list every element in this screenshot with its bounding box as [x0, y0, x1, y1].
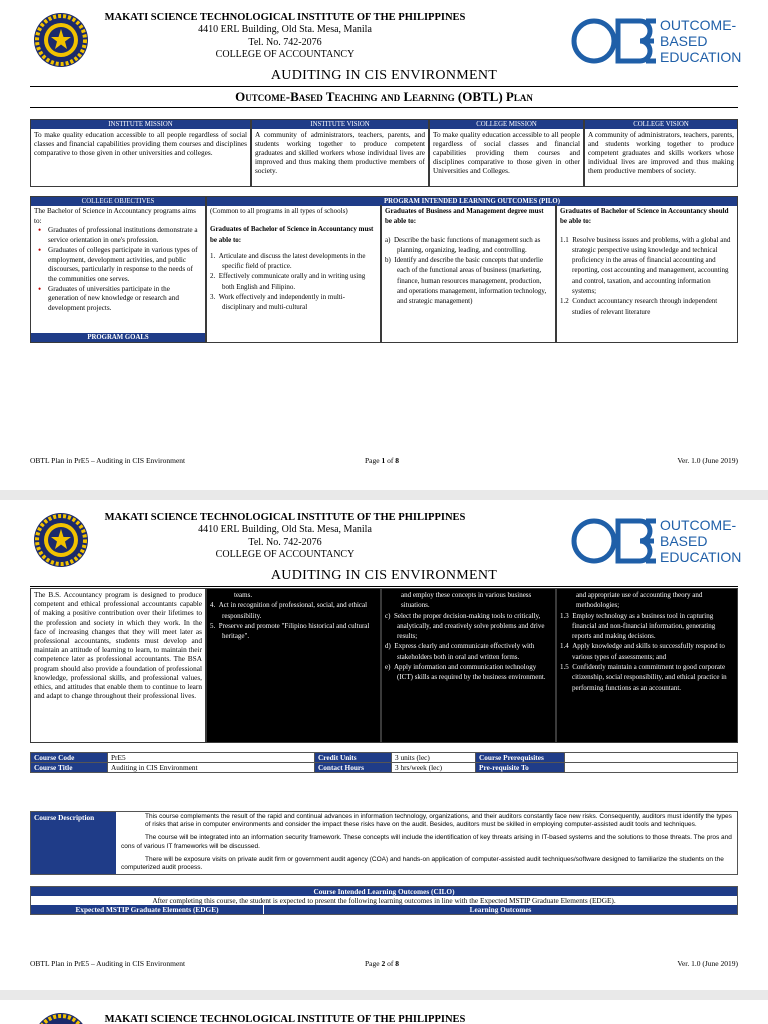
college-vision-header: COLLEGE VISION: [585, 120, 737, 129]
college-vision: [584, 119, 738, 187]
table-row: [31, 763, 738, 773]
pilo-business-cont: [381, 588, 556, 743]
obe-text-3: EDUCATION: [660, 549, 742, 565]
college-name: COLLEGE OF ACCOUNTANCY: [215, 548, 355, 560]
institution-name: MAKATI SCIENCE TECHNOLOGICAL INSTITUTE OF THE PHILIPPINES: [104, 1014, 466, 1024]
cilo-section: [30, 886, 738, 915]
cilo-intro: After completing this course, the student is expected to present the following learning outcomes in line with the Expected MSTIP Graduate Elements (EDGE).: [152, 896, 616, 905]
pilo-business-item: a) Describe the basic functions of management such as planning, organizing, leading, and controlling.: [385, 235, 541, 254]
objective-item: • Graduates of colleges participate in various types of employment, development activities, and public discourses, particularly in response to the needs of the communities one serves.: [48, 246, 202, 285]
plan-title: Outcome-Based Teaching and Learning (OBTL) Plan: [235, 89, 533, 104]
obe-text-2: BASED: [660, 533, 708, 549]
pilo-accountancy-heading: Graduates of Bachelor of Science in Accountancy should be able to:: [560, 207, 729, 226]
footer-version: Ver. 1.0 (June 2019): [677, 456, 738, 465]
institute-vision-header: INSTITUTE VISION: [252, 120, 428, 129]
pilo-business-cont-top: and employ these concepts in various business situations.: [401, 591, 532, 610]
course-title-value: Auditing in CIS Environment: [108, 763, 315, 773]
pilo-accountancy-cont: [556, 588, 738, 743]
footer-doc-title: OBTL Plan in PrE5 – Auditing in CIS Environment: [30, 959, 186, 968]
cilo-outcomes-header: Learning Outcomes: [264, 905, 737, 914]
institute-seal-logo: [33, 12, 89, 68]
college-objectives: [30, 196, 206, 343]
objective-item: • Graduates of universities participate in the generation of new knowledge or research and development projects.: [48, 285, 202, 314]
page-gap: [0, 490, 768, 500]
cilo-edge-header: Expected MSTIP Graduate Elements (EDGE): [31, 905, 264, 914]
course-code-label: Course Code: [31, 753, 108, 763]
pilo-header: PROGRAM INTENDED LEARNING OUTCOMES (PILO): [207, 197, 737, 206]
contact-hours-label: Contact Hours: [315, 763, 392, 773]
prerequisite-to-label: Pre-requisite To: [476, 763, 565, 773]
footer-page-number: Page 1 of 8: [365, 456, 399, 465]
obe-logo: [570, 516, 750, 566]
course-description-label: Course Description: [31, 812, 116, 874]
obe-text-3: EDUCATION: [660, 49, 742, 65]
course-code-value: PrE5: [108, 753, 315, 763]
pilo-accountancy-item: 1.5 Confidently maintain a commitment to good corporate citizenship, social responsibility, and ethical practice in performing functions as an accountant.: [560, 663, 727, 692]
obe-logo: [570, 16, 750, 66]
pilo-common-heading: Graduates of Bachelor of Science in Accountancy must be able to:: [210, 225, 374, 244]
footer-doc-title: OBTL Plan in PrE5 – Auditing in CIS Environment: [30, 456, 186, 465]
pilo-business-item: c) Select the proper decision-making tools to critically, analytically, and creatively solve problems and drive results;: [385, 611, 545, 641]
institution-tel: Tel. No. 742-2076: [248, 36, 322, 48]
institute-mission: [30, 119, 251, 187]
pilo-business-item: d) Express clearly and communicate effectively with stakeholders both in oral and written forms.: [385, 642, 535, 661]
description-paragraph: There will be exposure visits on private audit firm or government audit agency (COA) and hands-on application of computer-assisted audit techniques/software designed to familiarize the students on the computerized audit process.: [121, 855, 724, 872]
institute-seal-logo: [33, 1012, 89, 1024]
program-goals-header: PROGRAM GOALS: [31, 333, 205, 342]
credit-units-value: 3 units (lec): [392, 753, 476, 763]
credit-units-label: Credit Units: [315, 753, 392, 763]
college-mission-text: To make quality education accessible to all people regardless of social classes and financial capabilities providing them courses and disciplines comparative to those given in other Universities and Colleges.: [433, 130, 580, 175]
page-gap: [0, 990, 768, 1000]
pilo-common-cont-top: teams.: [234, 591, 253, 599]
page-2: [0, 500, 768, 990]
institute-mission-text: To make quality education accessible to all people regardless of social classes and financial capabilities providing them courses and disciplines comparative to those given in other universities and colleges.: [34, 130, 247, 157]
college-objectives-header: COLLEGE OBJECTIVES: [31, 197, 205, 206]
pilo-accountancy-cont-top: and appropriate use of accounting theory and methodologies;: [576, 591, 703, 610]
page-1: [0, 0, 768, 490]
program-goals-text: The B.S. Accountancy program is designed to produce competent and ethical professional accountants capable of making a positive contribution over their lifetimes to the profession and society in which they work. In the face of increasing changes that they will meet later as professional accountants, students must develop and maintain an attitude of learning to learn, to maintain their competence later as professional accountants. The BSA program should also provide a foundation of professional knowledge, professional skills, and professional values, ethics, and attitudes that enable them to continue to learn and adapt to change throughout their professional lives.: [30, 588, 206, 743]
pilo-accountancy-item: 1.2 Conduct accountancy research through independent studies of relevant literature: [560, 297, 718, 316]
college-mission: [429, 119, 584, 187]
college-name: COLLEGE OF ACCOUNTANCY: [215, 48, 355, 60]
college-mission-header: COLLEGE MISSION: [430, 120, 583, 129]
institute-vision: [251, 119, 429, 187]
contact-hours-value: 3 hrs/week (lec): [392, 763, 476, 773]
institution-header: [95, 512, 475, 561]
page-3: [0, 1000, 768, 1024]
institution-tel: Tel. No. 742-2076: [248, 536, 322, 548]
pilo-common-cont: [206, 588, 381, 743]
pilo-accountancy-item: 1.1 Resolve business issues and problems, with a global and strategic perspective using knowledge and technical proficiency in the areas of financial accounting and reporting, cost accounting and management, accounting and control, taxation, and accounting information systems;: [560, 235, 731, 296]
pilo-accountancy: [556, 205, 738, 343]
pilo-common-item: 2. Effectively communicate orally and in writing using both English and Filipino.: [210, 272, 366, 291]
pilo-business-item: e) Apply information and communication technology (ICT) skills as required by the business environment.: [385, 663, 546, 682]
description-paragraph: This course complements the result of the rapid and continual advances in information technology, organizations, and their auditors constantly face new risks. Consequently, auditors must identify the types of risks that arise in computer environments and consider the impact these risks have on the audit. Besides, auditors must be skilled in employing computer-assisted audit tools and techniques.: [145, 813, 732, 829]
divider: [30, 86, 738, 87]
description-paragraph: The course will be integrated into an information security framework. These concepts will include the identification of key threats arising in IT-based systems and the solutions to those threats. The pros and cons of various IT frameworks will be discussed.: [121, 834, 732, 850]
college-vision-text: A community of administrators, teachers, parents, and students working together to produce competent graduates and skills workers whose individual lives are improved and thus making them productive members of society.: [588, 130, 734, 175]
pilo-accountancy-item: 1.4 Apply knowledge and skills to successfully respond to various types of assessments; and: [560, 642, 725, 661]
institute-vision-text: A community of administrators, teachers, parents, and students working together to produce competent graduates and skilled workers whose individual lives are improved and thus making them productive members of society.: [255, 130, 425, 175]
institution-header: [95, 1014, 475, 1024]
pilo-accountancy-item: 1.3 Employ technology as a business tool in capturing financial and non-financial information, generating reports and making decisions.: [560, 611, 716, 641]
objectives-intro: The Bachelor of Science in Accountancy programs aims to:: [34, 207, 196, 225]
table-row: [31, 753, 738, 763]
institute-mission-header: INSTITUTE MISSION: [31, 120, 250, 129]
course-heading: AUDITING IN CIS ENVIRONMENT: [270, 568, 498, 583]
obe-text-1: OUTCOME-: [660, 517, 737, 533]
institution-address: 4410 ERL Building, Old Sta. Mesa, Manila: [198, 524, 372, 536]
course-heading: AUDITING IN CIS ENVIRONMENT: [270, 68, 498, 83]
objective-item: • Graduates of professional institutions demonstrate a service orientation in one's profession.: [48, 226, 202, 245]
pilo-common-item: 4. Act in recognition of professional, social, and ethical responsibility.: [210, 601, 368, 620]
institution-header: [95, 12, 475, 61]
footer-version: Ver. 1.0 (June 2019): [677, 959, 738, 968]
pilo-business-item: b) Identify and describe the basic concepts that underlie each of the functional areas of business (marketing, finance, human resources management, production, and operations management, information technology, and strategic management): [385, 256, 547, 306]
pilo-common-intro: (Common to all programs in all types of schools): [210, 207, 348, 215]
course-info-table: [30, 752, 738, 773]
pilo-common-item: 1. Articulate and discuss the latest developments in the specific field of practice.: [210, 251, 366, 271]
obe-text-1: OUTCOME-: [660, 17, 737, 33]
pilo-common-item: 5. Preserve and promote "Filipino historical and cultural heritage".: [210, 621, 370, 641]
divider: [30, 107, 738, 108]
prerequisites-label: Course Prerequisites: [476, 753, 565, 763]
cilo-header: Course Intended Learning Outcomes (CILO): [31, 887, 737, 896]
pilo-business: [381, 205, 556, 343]
footer-page-number: Page 2 of 8: [365, 959, 399, 968]
institute-seal-logo: [33, 512, 89, 568]
prerequisites-value: [565, 753, 738, 763]
institution-name: MAKATI SCIENCE TECHNOLOGICAL INSTITUTE OF THE PHILIPPINES: [104, 512, 466, 523]
obe-text-2: BASED: [660, 33, 708, 49]
pilo-common: [206, 205, 381, 343]
pilo-common-item: 3. Work effectively and independently in multi-disciplinary and multi-cultural: [210, 293, 345, 312]
institution-address: 4410 ERL Building, Old Sta. Mesa, Manila: [198, 24, 372, 36]
divider: [30, 586, 738, 587]
prerequisite-to-value: [565, 763, 738, 773]
course-title-label: Course Title: [31, 763, 108, 773]
pilo-business-heading: Graduates of Business and Management degree must be able to:: [385, 207, 544, 226]
institution-name: MAKATI SCIENCE TECHNOLOGICAL INSTITUTE OF THE PHILIPPINES: [104, 12, 466, 23]
course-description: [30, 811, 738, 875]
